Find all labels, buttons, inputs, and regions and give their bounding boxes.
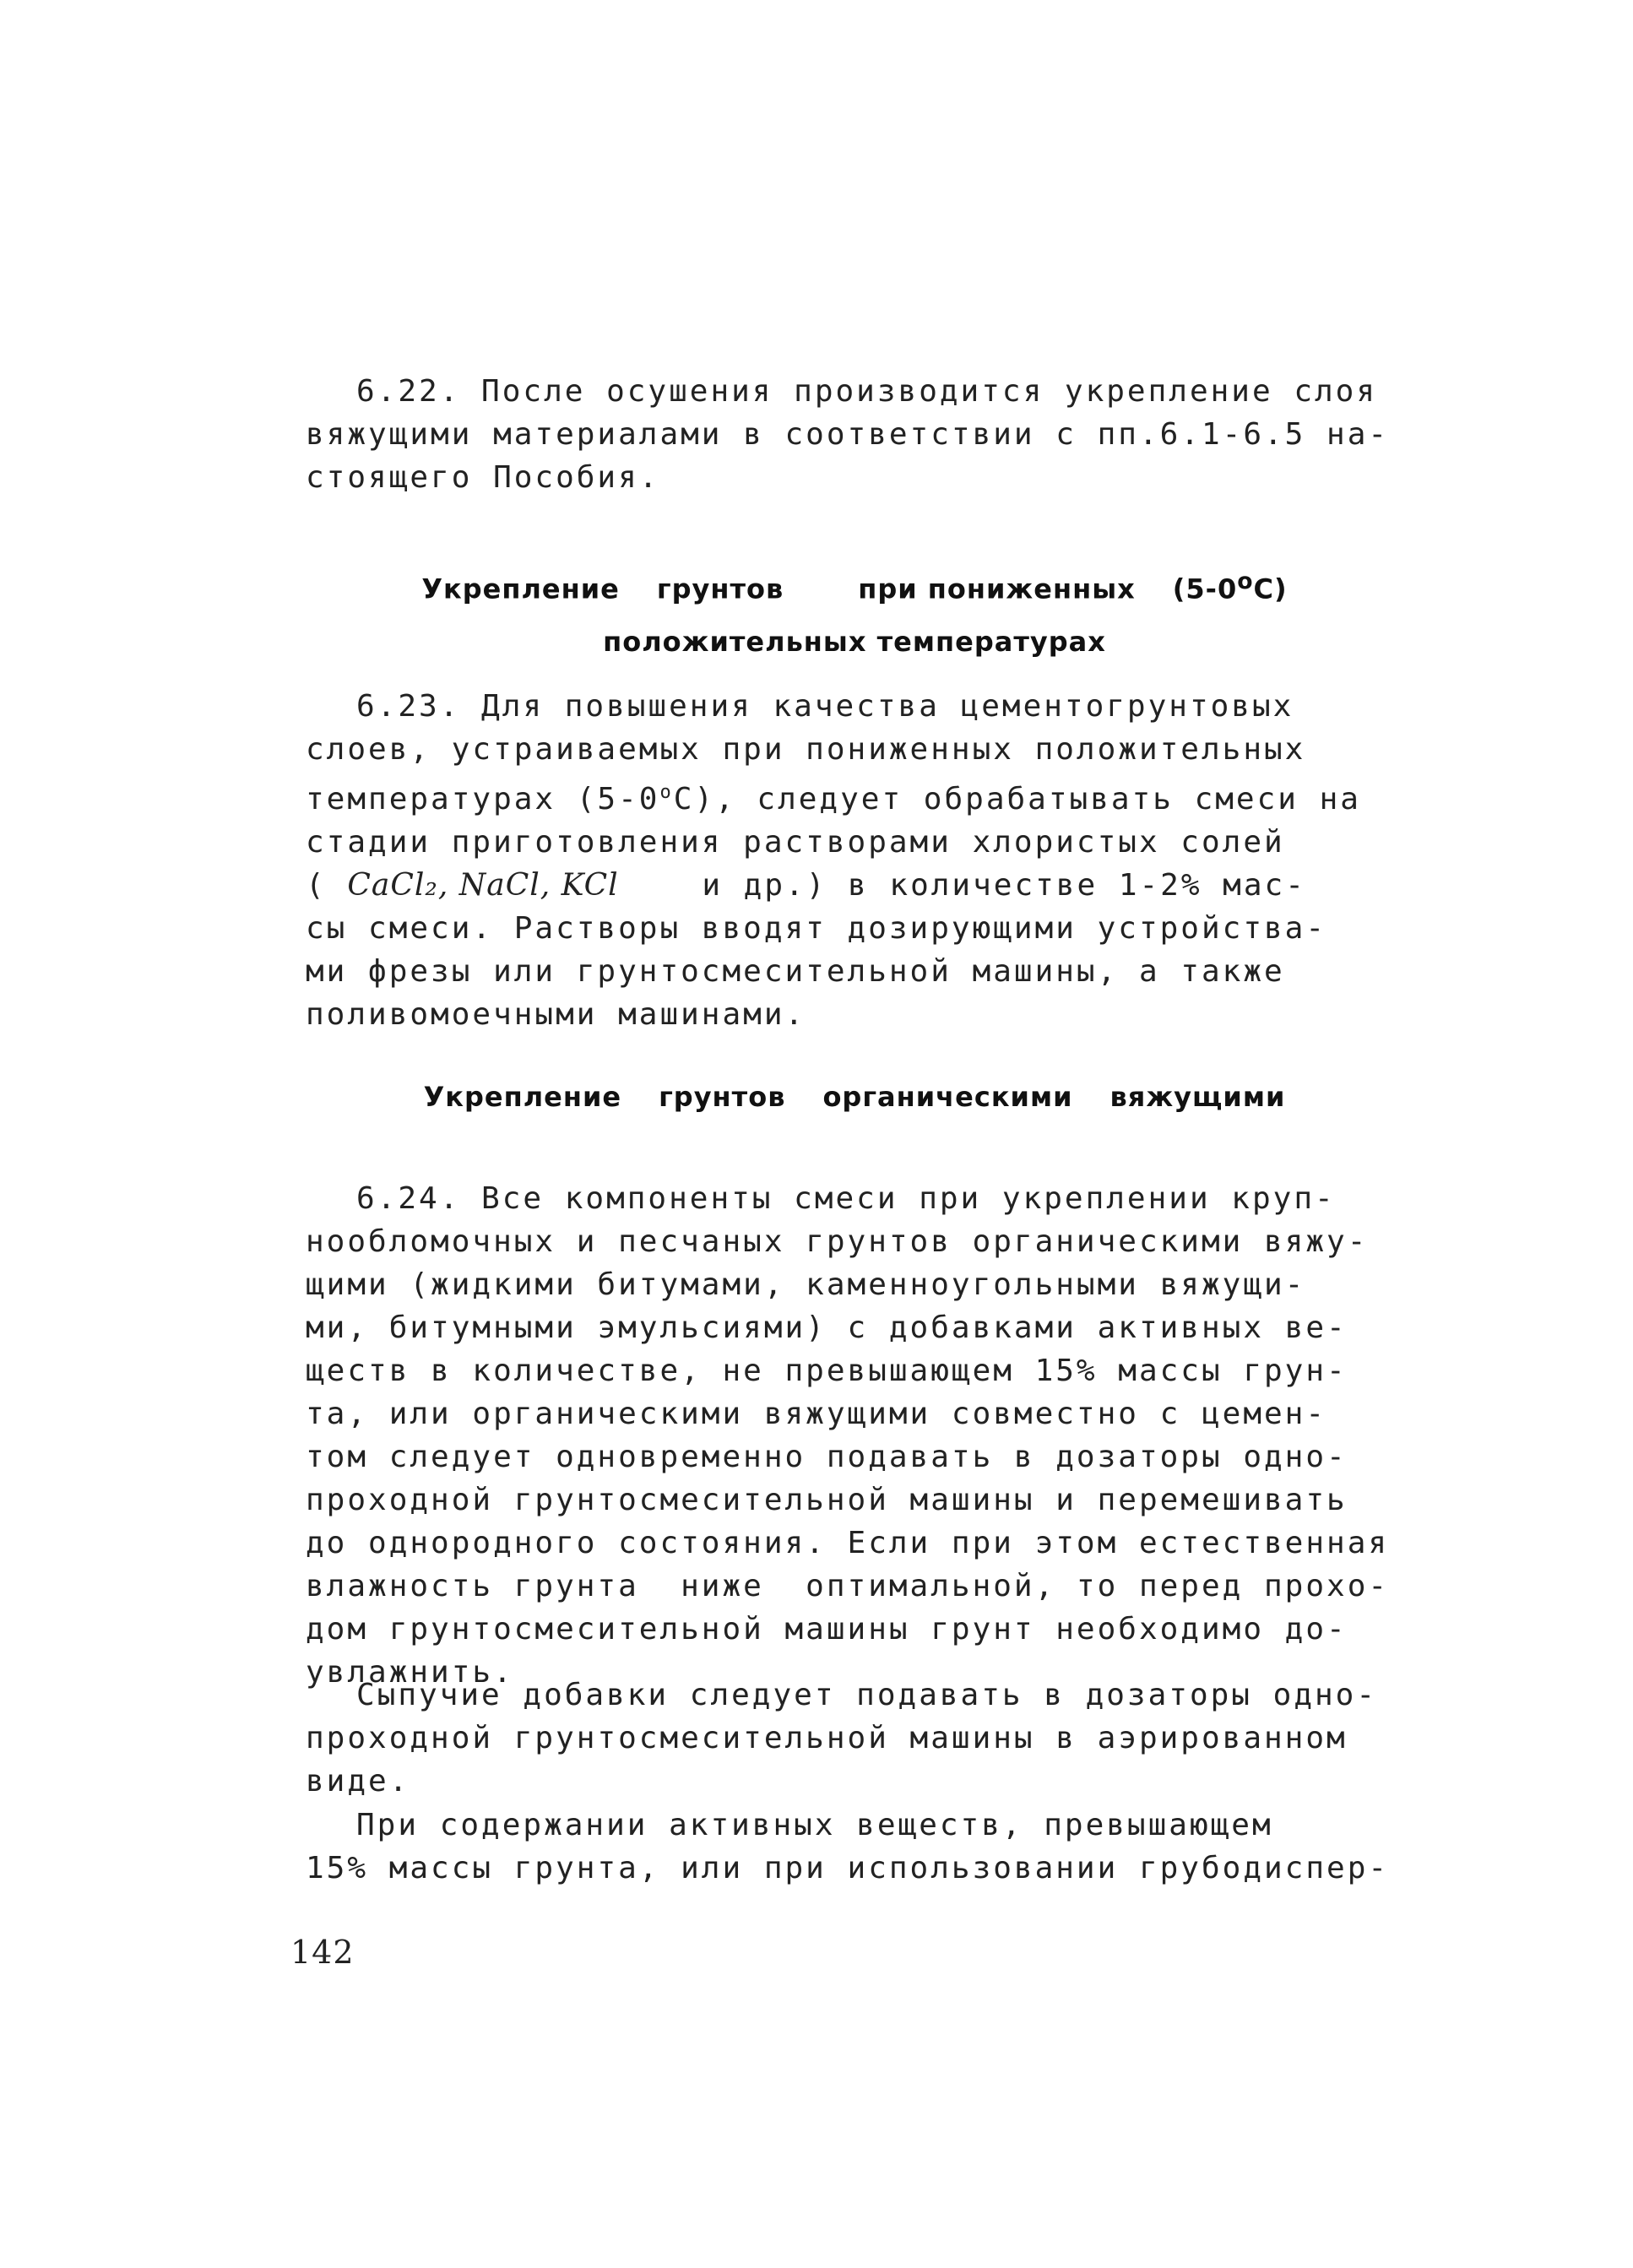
line-text: С), следует обрабатывать смеси на xyxy=(673,782,1361,817)
heading-line-1 xyxy=(306,556,1403,616)
heading-word: грунтов xyxy=(659,1081,786,1113)
degree-mark: о xyxy=(1237,568,1254,594)
paragraph-line: том следует одновременно подавать в дозаторы одно- xyxy=(306,1440,1348,1474)
paragraph-active-substances xyxy=(306,1804,1403,1890)
paragraph-line: поливомоечными машинами. xyxy=(306,997,806,1032)
heading-word: Укрепление xyxy=(421,572,620,605)
paragraph-line: вяжущими материалами в соответствии с пп.6.1-6.5 на- xyxy=(306,417,1390,452)
paragraph-line: виде. xyxy=(306,1764,410,1799)
section-heading-low-temperature xyxy=(306,556,1403,668)
heading-word: грунтов xyxy=(656,572,784,605)
paragraph-line: проходной грунтосмесительной машины и перемешивать xyxy=(306,1483,1348,1517)
heading-word: (5-0 xyxy=(1172,572,1238,605)
paragraph-line: 6.22. После осушения производится укрепление слоя xyxy=(356,374,1378,409)
paragraph-line: 15% массы грунта, или при использовании грубодиспер- xyxy=(306,1851,1390,1885)
paragraph-line: нообломочных и песчаных грунтов органическими вяжу- xyxy=(306,1224,1369,1259)
paragraph-line: При содержании активных веществ, превышающем xyxy=(356,1808,1273,1842)
degree-mark: о xyxy=(659,782,674,803)
paragraph-line: дом грунтосмесительной машины грунт необходимо до- xyxy=(306,1612,1348,1647)
paragraph-6-22 xyxy=(306,370,1403,499)
paragraph-line xyxy=(306,864,1403,907)
heading-line-2: положительных температурах xyxy=(603,625,1106,658)
paragraph-line: слоев, устраиваемых при пониженных положительных xyxy=(306,732,1306,767)
paragraph-line xyxy=(306,771,1403,821)
paragraph-6-24 xyxy=(306,1177,1403,1694)
paragraph-line: 6.24. Все компоненты смеси при укреплении круп- xyxy=(356,1181,1336,1216)
paragraph-line: сы смеси. Растворы вводят дозирующими устройства- xyxy=(306,911,1327,946)
paragraph-line: та, или органическими вяжущими совместно с цемен- xyxy=(306,1397,1327,1431)
paragraph-line: ществ в количестве, не превышающем 15% массы грун- xyxy=(306,1354,1348,1388)
paragraph-line: стоящего Пособия. xyxy=(306,460,660,495)
page-number: 142 xyxy=(290,1934,355,1971)
heading-word: Укрепление xyxy=(423,1081,622,1113)
paragraph-line: Сыпучие добавки следует подавать в дозаторы одно- xyxy=(356,1678,1378,1712)
paragraph-bulk-additives xyxy=(306,1674,1403,1803)
paragraph-6-23 xyxy=(306,685,1403,1036)
heading-word: при пониженных xyxy=(858,572,1136,605)
paragraph-line: увлажнить. xyxy=(306,1655,514,1690)
paragraph-line: влажность грунта ниже оптимальной, то перед прохо- xyxy=(306,1569,1390,1603)
paragraph-line: стадии приготовления растворами хлористых солей xyxy=(306,825,1285,860)
paragraph-line: 6.23. Для повышения качества цементогрунтовых xyxy=(356,689,1294,724)
line-text: и др.) в количестве 1-2% мас- xyxy=(618,868,1306,903)
line-text: температурах (5-0 xyxy=(306,782,660,817)
paragraph-line: ми, битумными эмульсиями) с добавками активных ве- xyxy=(306,1310,1348,1345)
paragraph-line: ми фрезы или грунтосмесительной машины, а также xyxy=(306,954,1285,989)
chemical-formula: CaCl₂, NaCl, KCl xyxy=(347,868,619,903)
paragraph-line: до однородного состояния. Если при этом естественная xyxy=(306,1526,1390,1560)
paragraph-line: проходной грунтосмесительной машины в аэрированном xyxy=(306,1721,1348,1755)
heading-word: С) xyxy=(1253,572,1288,605)
section-heading-organic-binders xyxy=(306,1071,1403,1123)
paragraph-line: щими (жидкими битумами, каменноугольными вяжущи- xyxy=(306,1267,1306,1302)
heading-word: органическими xyxy=(822,1081,1073,1113)
heading-word: вяжущими xyxy=(1109,1081,1286,1113)
line-text: ( xyxy=(306,868,348,903)
